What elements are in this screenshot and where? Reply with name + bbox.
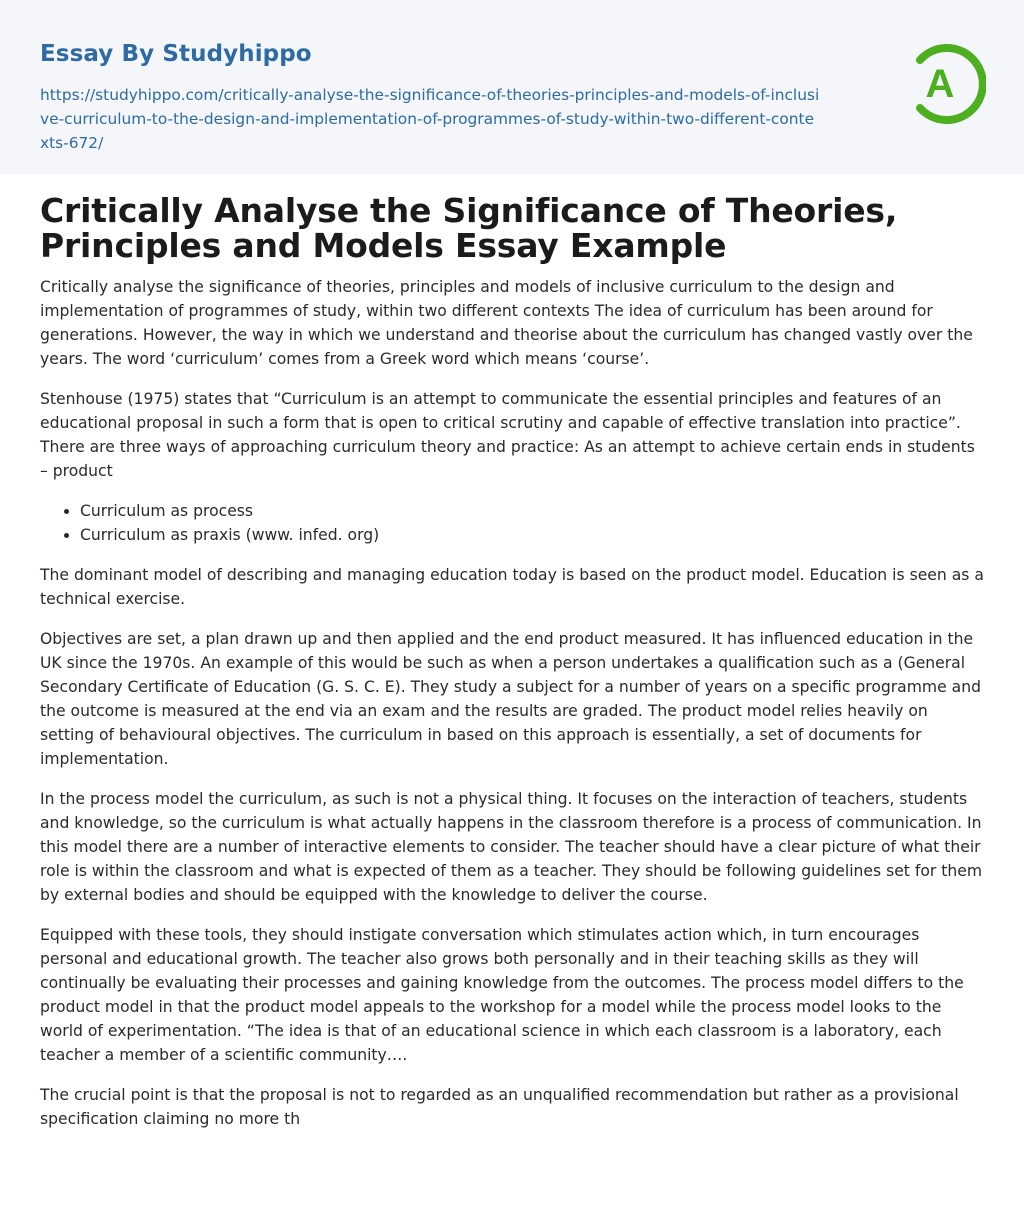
curriculum-approaches-list <box>40 499 984 547</box>
paragraph-equipped: Equipped with these tools, they should instigate conversation which stimulates action which, in turn encourages personal and educational growth. The teacher also grows both personally and in their teaching skills as they will continually be evaluating their processes and gaining knowledge from the outcomes. The process model differs to the product model in that the product model appeals to the workshop for a model while the process model looks to the world of experimentation. “The idea is that of an educational science in which each classroom is a laboratory, each teacher a member of a scientific community…. <box>40 926 964 1064</box>
paragraph-crucial-point: The crucial point is that the proposal is not to regarded as an unqualified recommendation but rather as a provisional specification claiming no more th <box>40 1086 959 1128</box>
list-item: • Curriculum as praxis (www. infed. org) <box>80 523 984 547</box>
logo-ring-icon <box>912 40 986 128</box>
source-url-link[interactable]: https://studyhippo.com/critically-analyse-the-significance-of-theories-principles-and-models-of-inclusive-curriculum-to-the-design-and-implementation-of-programmes-of-study-within-two-different-contexts-672/ <box>40 86 820 152</box>
paragraph-intro: Critically analyse the significance of theories, principles and models of inclusive curriculum to the design and implementation of programmes of study, within two different contexts The idea of curriculum has been around for generations. However, the way in which we understand and theorise about the curriculum has changed vastly over the years. The word ‘curriculum’ comes from a Greek word which means ‘course’. <box>40 278 973 368</box>
logo-letter: A <box>925 62 955 106</box>
article-body <box>40 193 984 1147</box>
paragraph-process-model: In the process model the curriculum, as such is not a physical thing. It focuses on the interaction of teachers, students and knowledge, so the curriculum is what actually happens in the classroom therefore is a process of communication. In this model there are a number of interactive elements to consider. The teacher should have a clear picture of what their role is within the classroom and what is expected of them as a teacher. They should be following guidelines set for them by external bodies and should be equipped with the knowledge to deliver the course. <box>40 790 983 904</box>
paragraph-stenhouse: Stenhouse (1975) states that “Curriculum is an attempt to communicate the essential principles and features of an educational proposal in such a form that is open to critical scrutiny and capable of effective translation into practice”. There are three ways of approaching curriculum theory and practice: As an attempt to achieve certain ends in students – product <box>40 390 975 480</box>
site-title[interactable]: Essay By Studyhippo <box>40 41 312 67</box>
list-item: • Curriculum as process <box>80 499 984 523</box>
paragraph-objectives: Objectives are set, a plan drawn up and then applied and the end product measured. It has influenced education in the UK since the 1970s. An example of this would be such as when a person undertakes a qualification such as a (General Secondary Certificate of Education (G. S. C. E). They study a subject for a number of years on a specific programme and the outcome is measured at the end via an exam and the results are graded. The product model relies heavily on setting of behavioural objectives. The curriculum in based on this approach is essentially, a set of documents for implementation. <box>40 630 981 768</box>
studyhippo-logo[interactable] <box>912 40 986 128</box>
page-title: Critically Analyse the Significance of Theories, Principles and Models Essay Example <box>40 191 898 265</box>
paragraph-product-model: The dominant model of describing and managing education today is based on the product model. Education is seen as a technical exercise. <box>40 566 984 608</box>
site-header <box>0 0 1024 174</box>
